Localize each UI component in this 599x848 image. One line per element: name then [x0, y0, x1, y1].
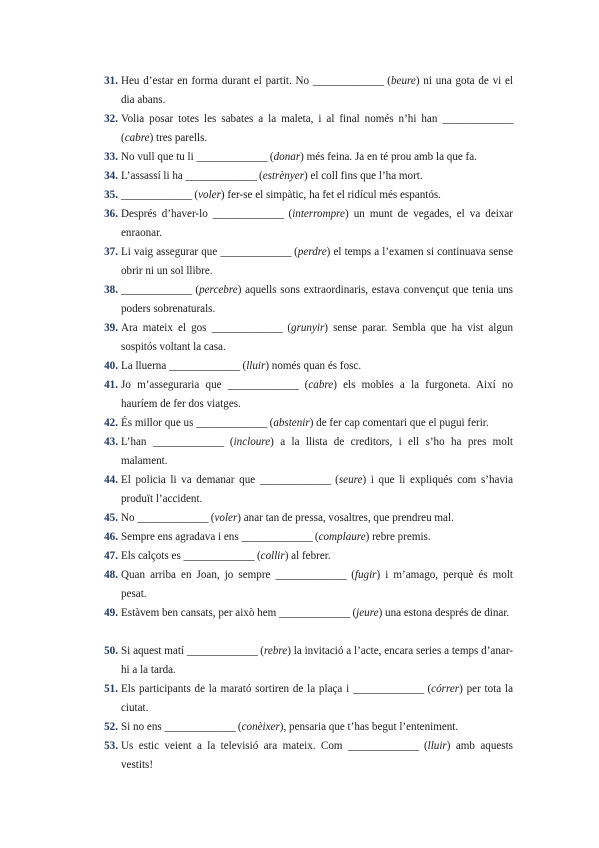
- sentence-text: ) la invitació a l’acte, encara series a temps d’anar-hi a la tarda.: [121, 645, 513, 676]
- sentence-text: (: [282, 322, 292, 334]
- exercise-sentence: [121, 243, 513, 280]
- answer-blank: ______________: [312, 75, 384, 87]
- answer-blank: ______________: [121, 189, 192, 201]
- verb-hint: estrènyer: [262, 170, 305, 182]
- exercise-sentence: [121, 642, 513, 679]
- sentence-text: Després d’haver-lo: [121, 208, 213, 220]
- sentence-text: ) de fer cap comentari que el pugui ferir.: [309, 417, 489, 429]
- exercise-number: 49.: [104, 607, 118, 619]
- sentence-text: (: [256, 170, 263, 182]
- sentence-text: (: [257, 645, 264, 657]
- answer-blank: ______________: [169, 360, 240, 372]
- sentence-text: ) anar tan de pressa, vosaltres, que prendreu mal.: [237, 512, 454, 524]
- exercise-sentence: [121, 110, 513, 147]
- sentence-text: ) per tota la ciutat.: [121, 683, 513, 714]
- verb-hint: cabre: [124, 131, 150, 144]
- exercise-number: 50.: [104, 645, 118, 657]
- exercise-number: 34.: [104, 170, 118, 182]
- answer-blank: ______________: [183, 550, 255, 562]
- sentence-text: (: [121, 131, 125, 144]
- verb-hint: donar: [273, 151, 301, 163]
- verb-hint: conèixer: [241, 721, 280, 733]
- sentence-text: ), pensaria que t’has begut l’enteniment.: [279, 721, 459, 733]
- exercise-number: 40.: [104, 360, 118, 372]
- exercise-sentence: [121, 566, 513, 603]
- sentence-text: (: [298, 379, 309, 391]
- verb-hint: seure: [338, 474, 363, 486]
- sentence-text: És millor que us: [121, 417, 197, 429]
- sentence-text: Us estic veient a la televisió ara mateix. Com: [121, 740, 348, 752]
- sentence-text: Heu d’estar en forma durant el partit. No: [121, 75, 313, 87]
- verb-hint: voler: [198, 189, 221, 201]
- verb-hint: incloure: [233, 436, 271, 448]
- sentence-text: La lluerna: [121, 360, 170, 372]
- exercise-number: 48.: [104, 569, 118, 581]
- exercise-number: 47.: [104, 550, 118, 562]
- sentence-text: (: [330, 474, 339, 486]
- answer-blank: ______________: [220, 246, 292, 258]
- sentence-text: ) només quan és fosc.: [265, 360, 362, 372]
- exercise-number: 41.: [104, 379, 118, 391]
- answer-blank: ______________: [347, 740, 419, 752]
- answer-blank: ______________: [211, 322, 283, 334]
- sentence-text: (: [312, 531, 319, 543]
- exercise-number: 44.: [104, 474, 118, 486]
- sentence-text: Els calçots es: [121, 550, 184, 562]
- exercise-number: 52.: [104, 721, 118, 733]
- verb-hint: lluir: [427, 740, 447, 752]
- exercise-sentence: [121, 509, 513, 528]
- exercise-number: 51.: [104, 683, 118, 695]
- sentence-text: ) el temps a l’examen si continuava sense obrir ni un sol llibre.: [121, 246, 513, 277]
- sentence-text: ) sense parar. Sembla que ha vist algun sospitós voltant la casa.: [121, 322, 513, 353]
- verb-hint: rebre: [264, 645, 288, 657]
- exercise-number: 53.: [104, 740, 118, 752]
- sentence-text: Li vaig assegurar que: [121, 246, 221, 258]
- sentence-text: ) i m’amago, perquè és molt pesat.: [121, 569, 514, 600]
- verb-hint: jeure: [356, 607, 379, 619]
- exercise-sentence: [121, 433, 513, 470]
- exercise-number: 39.: [104, 322, 118, 334]
- sentence-text: ) els mobles a la furgoneta. Així no hauríem de fer dos viatges.: [121, 379, 514, 410]
- exercise-sentence: [121, 186, 513, 205]
- verb-hint: fugir: [354, 569, 377, 581]
- sentence-text: (: [418, 740, 428, 752]
- exercise-sentence: [121, 167, 513, 186]
- sentence-text: ) ni una gota de vi el dia abans.: [121, 75, 513, 106]
- verb-hint: interrompre: [292, 208, 345, 220]
- exercise-number: 38.: [104, 284, 118, 296]
- answer-blank: ______________: [279, 607, 350, 619]
- sentence-text: Quan arriba en Joan, jo sempre: [121, 569, 276, 581]
- answer-blank: ______________: [227, 379, 299, 391]
- sentence-text: Volia posar totes les sabates a la maleta, i al final només n’hi han: [121, 113, 443, 125]
- answer-blank: ______________: [353, 683, 424, 695]
- answer-blank: ______________: [186, 645, 258, 657]
- verb-hint: cabre: [308, 379, 334, 391]
- sentence-text: (: [191, 189, 199, 201]
- sentence-text: Si no ens: [121, 721, 165, 733]
- sentence-text: No vull que tu li: [121, 151, 197, 163]
- answer-blank: ______________: [121, 284, 192, 296]
- sentence-text: Jo m’asseguraria que: [121, 379, 228, 391]
- exercise-number: 43.: [104, 436, 118, 448]
- sentence-text: (: [223, 436, 234, 448]
- answer-blank: ______________: [212, 208, 284, 220]
- sentence-text: Si aquest matí: [121, 645, 187, 657]
- sentence-text: (: [423, 683, 432, 695]
- exercise-number: 33.: [104, 151, 118, 163]
- sentence-text: ) amb aquests vestits!: [121, 740, 514, 771]
- sentence-text: Sempre ens agradava i ens: [121, 531, 242, 543]
- sentence-text: (: [283, 208, 293, 220]
- exercise-number: 46.: [104, 531, 118, 543]
- verb-hint: abstenir: [273, 417, 310, 429]
- answer-blank: ______________: [259, 474, 331, 486]
- exercise-sentence: [121, 471, 513, 508]
- sentence-text: (: [349, 607, 357, 619]
- sentence-text: ) aquells sons extraordinaris, estava convençut que tenia uns poders sobrenaturals.: [121, 284, 513, 315]
- exercise-number: 31.: [104, 75, 118, 87]
- sentence-text: ) al febrer.: [284, 550, 331, 562]
- sentence-text: No: [121, 512, 138, 524]
- exercise-number: 37.: [104, 246, 118, 258]
- sentence-text: (: [239, 360, 247, 372]
- answer-blank: ______________: [152, 436, 224, 448]
- verb-hint: perdre: [297, 246, 327, 258]
- exercise-sentence: [121, 205, 513, 242]
- sentence-text: El policia li va demanar que: [121, 474, 260, 486]
- exercise-sentence: [121, 604, 513, 623]
- exercise-sentence: [121, 737, 513, 774]
- exercise-number: 32.: [104, 113, 118, 125]
- sentence-text: (: [291, 246, 298, 258]
- answer-blank: ______________: [196, 151, 268, 163]
- sentence-text: L’assassí li ha: [121, 170, 186, 182]
- exercise-number: 45.: [104, 512, 118, 524]
- sentence-text: Estàvem ben cansats, per això hem: [121, 607, 280, 619]
- exercise-sentence: [121, 528, 513, 547]
- exercise-sentence: [121, 357, 513, 376]
- sentence-text: ) rebre premis.: [365, 531, 431, 543]
- verb-hint: córrer: [431, 683, 460, 695]
- answer-blank: ______________: [196, 417, 267, 429]
- sentence-text: ) i que li expliqués com s’havia produït l’accident.: [121, 474, 514, 505]
- sentence-text: (: [267, 151, 274, 163]
- answer-blank: ______________: [442, 113, 513, 125]
- exercise-sentence: [121, 72, 513, 109]
- answer-blank: ______________: [185, 170, 257, 182]
- sentence-text: ) una estona després de dinar.: [378, 607, 510, 619]
- exercise-sentence: [121, 319, 513, 356]
- exercise-number: 35.: [104, 189, 118, 201]
- verb-hint: grunyir: [291, 322, 325, 334]
- verb-hint: beure: [390, 75, 416, 87]
- sentence-text: ) tres parells.: [149, 131, 208, 144]
- exercise-sentence: [121, 414, 513, 433]
- sentence-text: ) a la llista de creditors, i ell s’ho ha pres molt malament.: [121, 436, 514, 467]
- answer-blank: ______________: [241, 531, 313, 543]
- exercise-sentence: [121, 148, 513, 167]
- sentence-text: Els participants de la marató sortiren de la plaça i: [121, 683, 354, 695]
- sentence-text: ) el coll fins que l’ha mort.: [304, 170, 423, 182]
- verb-hint: percebre: [199, 284, 238, 296]
- exercise-sentence: [121, 547, 513, 566]
- verb-hint: collir: [260, 550, 285, 562]
- sentence-text: L’han: [121, 436, 153, 448]
- verb-hint: voler: [214, 512, 238, 524]
- sentence-text: (: [383, 75, 391, 87]
- answer-blank: ______________: [164, 721, 236, 733]
- exercise-sentence: [121, 376, 513, 413]
- sentence-text: (: [208, 512, 215, 524]
- answer-blank: ______________: [137, 512, 208, 524]
- sentence-text: (: [191, 284, 200, 296]
- sentence-text: Ara mateix el gos: [121, 322, 212, 334]
- sentence-text: ) un munt de vegades, el va deixar enraonar.: [121, 208, 513, 239]
- exercise-sentence: [121, 281, 513, 318]
- sentence-text: (: [346, 569, 355, 581]
- sentence-text: (: [254, 550, 261, 562]
- exercise-sentence: [121, 680, 513, 717]
- sentence-text: (: [235, 721, 242, 733]
- exercise-sentence: [121, 718, 513, 737]
- sentence-text: ) més feina. Ja en té prou amb la que fa.: [300, 151, 477, 163]
- sentence-text: ) fer-se el simpàtic, ha fet el ridícul més espantós.: [220, 189, 441, 201]
- answer-blank: ______________: [275, 569, 347, 581]
- verb-hint: complaure: [318, 531, 366, 543]
- verb-hint: lluir: [246, 360, 266, 372]
- sentence-text: (: [266, 417, 274, 429]
- exercise-number: 36.: [104, 208, 118, 220]
- exercise-number: 42.: [104, 417, 118, 429]
